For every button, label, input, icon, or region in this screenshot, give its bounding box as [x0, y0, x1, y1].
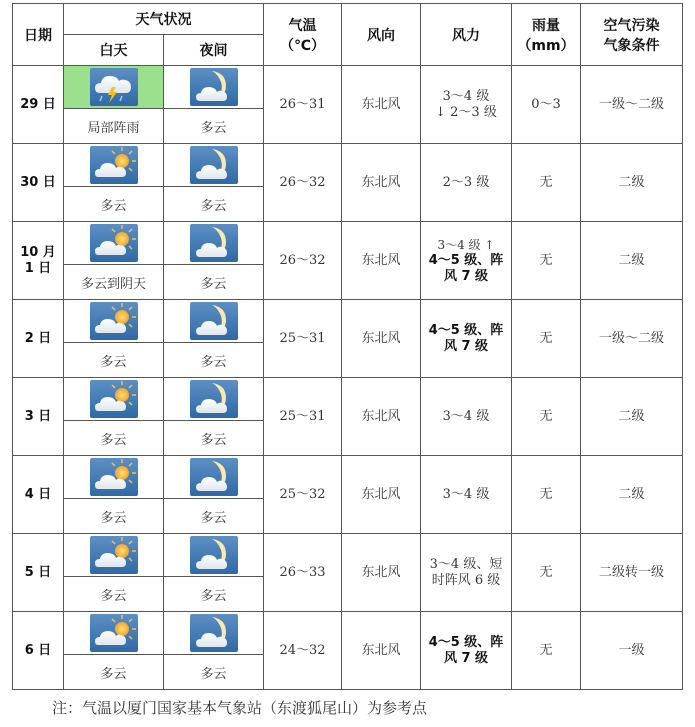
- day-condition: 多云: [64, 577, 164, 612]
- wind-force-line2: 时阵风 6 级: [431, 572, 501, 588]
- table-row: [13, 534, 683, 577]
- night-icon-cell: [164, 300, 264, 343]
- temp-cell: 24～32: [264, 612, 342, 690]
- date-line1: 29 日: [20, 96, 56, 112]
- date-cell: [13, 222, 64, 300]
- day-icon-cell: [64, 144, 164, 187]
- wind-force-cell: [421, 456, 512, 534]
- wind-force-line1: 4～5 级、阵: [428, 634, 504, 650]
- header-air: [581, 4, 683, 66]
- temp-cell: 25～31: [264, 378, 342, 456]
- date-cell: [13, 66, 64, 144]
- rain-cell: 无: [512, 456, 581, 534]
- moon-cloud-icon: [190, 68, 238, 106]
- temp-cell: 25～31: [264, 300, 342, 378]
- header-temp-line1: 气温: [288, 17, 317, 34]
- sun-cloud-icon: [90, 224, 138, 262]
- night-condition: 多云: [164, 655, 264, 690]
- table-row: [13, 456, 683, 499]
- moon-cloud-icon: [190, 536, 238, 574]
- wind-force-prev: 3～4 级 ↑: [437, 237, 495, 252]
- header-air-line1: 空气污染: [603, 17, 660, 34]
- header-temp-line2: （℃）: [280, 37, 325, 54]
- wind-force-cell: [421, 66, 512, 144]
- date-line1: 5 日: [24, 564, 52, 580]
- wind-force-line1: 3～4 级: [442, 486, 490, 502]
- wind-force-line1: 3～4 级: [442, 88, 490, 104]
- day-condition: 局部阵雨: [64, 109, 164, 144]
- sun-cloud-icon: [90, 380, 138, 418]
- header-wind-dir: 风向: [342, 4, 421, 66]
- wind-force-cell: [421, 378, 512, 456]
- header-rain-line2: （mm）: [517, 37, 575, 54]
- night-condition: 多云: [164, 577, 264, 612]
- rain-cell: 无: [512, 378, 581, 456]
- day-icon-cell: [64, 222, 164, 265]
- rain-cell: 无: [512, 222, 581, 300]
- moon-cloud-icon: [190, 224, 238, 262]
- moon-cloud-icon: [190, 380, 238, 418]
- day-condition: 多云: [64, 343, 164, 378]
- wind-force-line1: 4～5 级、阵: [428, 322, 504, 338]
- header-weather: 天气状况: [64, 4, 264, 35]
- rain-cell: 无: [512, 534, 581, 612]
- night-icon-cell: [164, 222, 264, 265]
- wind-force-line2: 风 7 级: [443, 338, 489, 354]
- night-icon-cell: [164, 456, 264, 499]
- night-condition: 多云: [164, 109, 264, 144]
- air-cell: 二级: [581, 456, 683, 534]
- day-condition: 多云: [64, 655, 164, 690]
- table-row: [13, 378, 683, 421]
- moon-cloud-icon: [190, 614, 238, 652]
- day-condition: 多云到阴天: [64, 265, 164, 300]
- day-icon-cell: [64, 534, 164, 577]
- wind-dir-cell: 东北风: [342, 534, 421, 612]
- wind-dir-cell: 东北风: [342, 222, 421, 300]
- rain-cell: 无: [512, 300, 581, 378]
- date-cell: [13, 534, 64, 612]
- sun-cloud-icon: [90, 146, 138, 184]
- rain-cell: 无: [512, 612, 581, 690]
- date-line1: 30 日: [20, 174, 56, 190]
- header-date: 日期: [13, 4, 64, 66]
- wind-force-line2: ↓ 2～3 级: [435, 104, 497, 120]
- day-icon-cell: [64, 66, 164, 109]
- date-line1: 4 日: [24, 486, 52, 502]
- night-icon-cell: [164, 534, 264, 577]
- header-day: 白天: [64, 35, 164, 66]
- day-condition: 多云: [64, 421, 164, 456]
- date-cell: [13, 456, 64, 534]
- header-rain: [512, 4, 581, 66]
- wind-dir-cell: 东北风: [342, 66, 421, 144]
- wind-dir-cell: 东北风: [342, 456, 421, 534]
- header-air-line2: 气象条件: [603, 37, 660, 54]
- wind-force-line1: 4～5 级、阵: [428, 252, 504, 268]
- wind-dir-cell: 东北风: [342, 300, 421, 378]
- night-condition: 多云: [164, 265, 264, 300]
- date-line2: 1 日: [24, 260, 52, 276]
- day-icon-cell: [64, 300, 164, 343]
- day-icon-cell: [64, 378, 164, 421]
- temp-cell: 26～32: [264, 144, 342, 222]
- date-cell: [13, 378, 64, 456]
- date-cell: [13, 300, 64, 378]
- date-line1: 6 日: [24, 642, 52, 658]
- day-condition: 多云: [64, 499, 164, 534]
- air-cell: 二级: [581, 222, 683, 300]
- wind-force-cell: [421, 534, 512, 612]
- air-cell: 一级～二级: [581, 66, 683, 144]
- temp-cell: 26～33: [264, 534, 342, 612]
- thunder-rain-icon: [90, 68, 138, 106]
- night-icon-cell: [164, 378, 264, 421]
- date-cell: [13, 144, 64, 222]
- air-cell: 一级: [581, 612, 683, 690]
- date-cell: [13, 612, 64, 690]
- night-icon-cell: [164, 144, 264, 187]
- table-row: [13, 66, 683, 109]
- table-body: [13, 66, 683, 690]
- night-icon-cell: [164, 612, 264, 655]
- moon-cloud-icon: [190, 302, 238, 340]
- header-temp: [264, 4, 342, 66]
- sun-cloud-icon: [90, 302, 138, 340]
- moon-cloud-icon: [190, 458, 238, 496]
- wind-force-line1: 3～4 级: [442, 408, 490, 424]
- temp-cell: 25～32: [264, 456, 342, 534]
- air-cell: 二级: [581, 144, 683, 222]
- sun-cloud-icon: [90, 536, 138, 574]
- night-condition: 多云: [164, 187, 264, 222]
- day-condition: 多云: [64, 187, 164, 222]
- night-condition: 多云: [164, 499, 264, 534]
- wind-force-line2: 风 7 级: [443, 268, 489, 284]
- header-rain-line1: 雨量: [532, 17, 560, 34]
- day-icon-cell: [64, 612, 164, 655]
- wind-force-line2: 风 7 级: [443, 650, 489, 666]
- wind-force-line1: 3～4 级、短: [429, 556, 503, 572]
- night-condition: 多云: [164, 343, 264, 378]
- wind-dir-cell: 东北风: [342, 378, 421, 456]
- night-condition: 多云: [164, 421, 264, 456]
- sun-cloud-icon: [90, 458, 138, 496]
- moon-cloud-icon: [190, 146, 238, 184]
- footer-note: 注：气温以厦门国家基本气象站（东渡狐尾山）为参考点: [52, 699, 428, 717]
- header-wind-force: 风力: [421, 4, 512, 66]
- air-cell: 二级: [581, 378, 683, 456]
- forecast-table: [12, 3, 683, 690]
- date-line1: 2 日: [24, 330, 52, 346]
- wind-force-cell: [421, 222, 512, 300]
- wind-dir-cell: 东北风: [342, 612, 421, 690]
- wind-force-line1: 2～3 级: [442, 174, 490, 190]
- table-row: [13, 222, 683, 265]
- date-line1: 10 月: [20, 244, 56, 260]
- night-icon-cell: [164, 66, 264, 109]
- wind-force-cell: [421, 612, 512, 690]
- wind-force-cell: [421, 300, 512, 378]
- rain-cell: 0～3: [512, 66, 581, 144]
- air-cell: 二级转一级: [581, 534, 683, 612]
- date-line1: 3 日: [24, 408, 52, 424]
- temp-cell: 26～31: [264, 66, 342, 144]
- wind-force-cell: [421, 144, 512, 222]
- table-row: [13, 300, 683, 343]
- header-night: 夜间: [164, 35, 264, 66]
- table-row: [13, 612, 683, 655]
- rain-cell: 无: [512, 144, 581, 222]
- sun-cloud-icon: [90, 614, 138, 652]
- day-icon-cell: [64, 456, 164, 499]
- wind-dir-cell: 东北风: [342, 144, 421, 222]
- temp-cell: 26～32: [264, 222, 342, 300]
- table-row: [13, 144, 683, 187]
- air-cell: 一级～二级: [581, 300, 683, 378]
